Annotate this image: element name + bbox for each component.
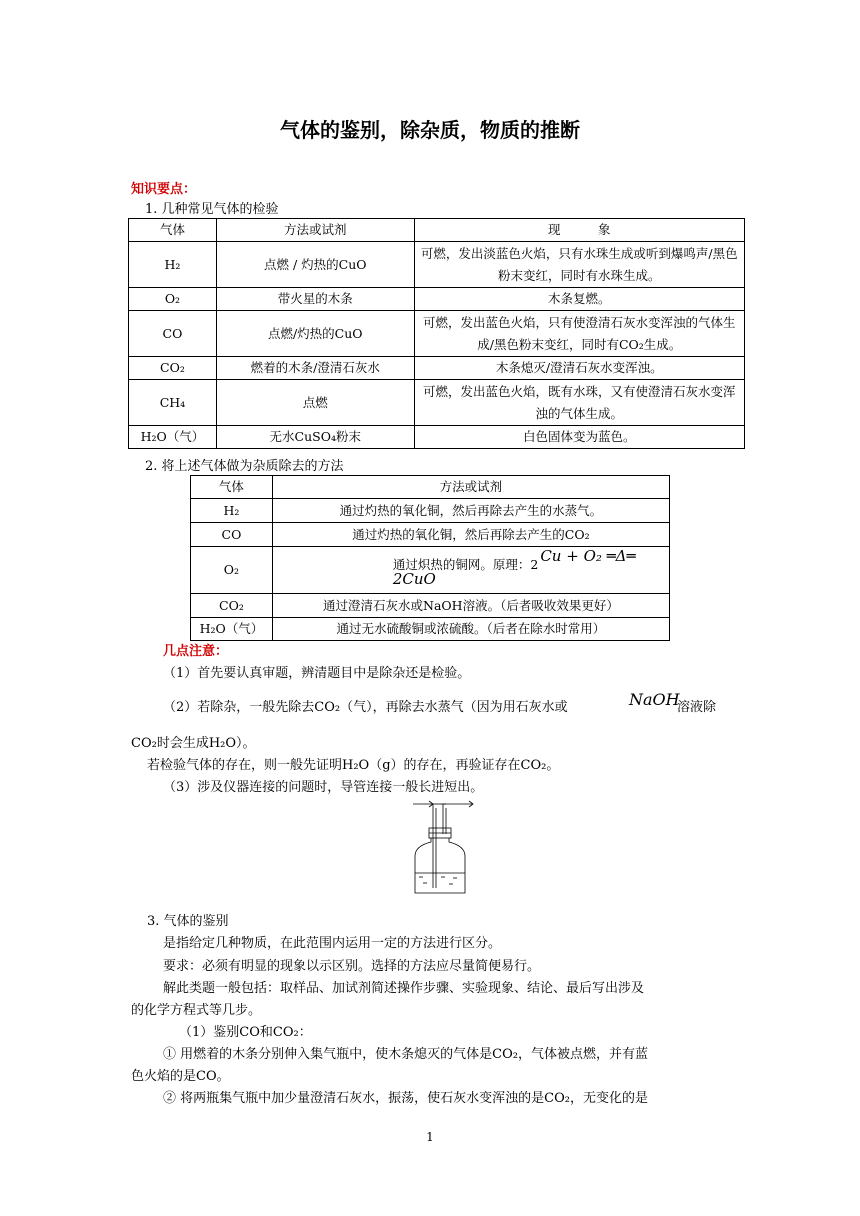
table-row xyxy=(191,499,670,523)
phenomenon-cell: 木条熄灭/澄清石灰水变浑浊。 xyxy=(414,357,744,380)
section2-heading: 2. 将上述气体做为杂质除去的方法 xyxy=(145,459,344,474)
gas-cell: CO xyxy=(129,311,217,357)
table-row xyxy=(129,380,745,426)
header-method: 方法或试剂 xyxy=(216,219,414,242)
method-text: 通过炽热的铜网。原理：2 xyxy=(392,557,539,572)
table-header-row xyxy=(129,219,745,242)
header-gas: 气体 xyxy=(191,476,273,499)
method-cell: 无水CuSO₄粉末 xyxy=(216,426,414,449)
gas-cell: CO₂ xyxy=(191,594,273,618)
gas-cell: O₂ xyxy=(129,288,217,311)
note-2-continued: CO₂时会生成H₂O）。 xyxy=(131,736,256,751)
table-header-row xyxy=(191,476,670,499)
notes-heading: 几点注意： xyxy=(163,644,229,659)
note-3: （3）涉及仪器连接的问题时，导管连接一般长进短出。 xyxy=(163,780,484,795)
gas-cell: H₂O（气） xyxy=(129,426,217,449)
method-cell: 点燃 xyxy=(216,380,414,426)
section3-heading: 3. 气体的鉴别 xyxy=(147,914,229,929)
note-2-tail: 溶液除 xyxy=(677,700,717,715)
table-row xyxy=(129,288,745,311)
note-1: （1）首先要认真审题，辨清题目中是除杂还是检验。 xyxy=(163,666,471,681)
section3-line: 解此类题一般包括：取样品、加试剂简述操作步骤、实验现象、结论、最后写出涉及 xyxy=(163,981,645,996)
phenomenon-cell: 可燃，发出蓝色火焰，既有水珠，又有使澄清石灰水变浑浊的气体生成。 xyxy=(414,380,744,426)
phenomenon-cell: 白色固体变为蓝色。 xyxy=(414,426,744,449)
section3-line: 的化学方程式等几步。 xyxy=(131,1003,262,1018)
gas-cell: H₂ xyxy=(129,242,217,288)
impurity-removal-table xyxy=(190,475,670,641)
header-gas: 气体 xyxy=(129,219,217,242)
method-cell: 通过灼热的氧化铜，然后再除去产生的CO₂ xyxy=(272,523,669,547)
note-2: （2）若除杂，一般先除去CO₂（气），再除去水蒸气（因为用石灰水或 xyxy=(163,700,568,715)
naoh-formula: NaOH xyxy=(629,690,680,709)
header-phenomenon: 现 象 xyxy=(414,219,744,242)
section3-line: （1）鉴别CO和CO₂： xyxy=(179,1025,312,1040)
table-row xyxy=(191,547,670,594)
phenomenon-cell: 木条复燃。 xyxy=(414,288,744,311)
phenomenon-cell: 可燃，发出淡蓝色火焰，只有水珠生成或听到爆鸣声/黑色粉末变红，同时有水珠生成。 xyxy=(414,242,744,288)
gas-washing-bottle-diagram xyxy=(405,798,475,896)
table-row xyxy=(129,426,745,449)
page-title: 气体的鉴别，除杂质，物质的推断 xyxy=(280,118,580,142)
table-row xyxy=(129,311,745,357)
method-cell: 通过澄清石灰水或NaOH溶液。（后者吸收效果更好） xyxy=(272,594,669,618)
method-cell: 点燃/灼热的CuO xyxy=(216,311,414,357)
section3-line: ① 用燃着的木条分别伸入集气瓶中，使木条熄灭的气体是CO₂，气体被点燃，并有蓝 xyxy=(163,1047,648,1062)
table-row xyxy=(191,618,670,641)
gas-cell: H₂O（气） xyxy=(191,618,273,641)
page-number: 1 xyxy=(426,1130,434,1144)
section1-heading: 1. 几种常见气体的检验 xyxy=(145,202,279,217)
method-cell xyxy=(272,547,669,594)
gas-cell: CO xyxy=(191,523,273,547)
section3-line: 色火焰的是CO。 xyxy=(131,1069,230,1084)
method-cell: 燃着的木条/澄清石灰水 xyxy=(216,357,414,380)
gas-cell: O₂ xyxy=(191,547,273,594)
table-row xyxy=(129,357,745,380)
note-detect: 若检验气体的存在，则一般先证明H₂O（g）的存在，再验证存在CO₂。 xyxy=(147,758,560,773)
method-cell: 带火星的木条 xyxy=(216,288,414,311)
section3-line: 要求：必须有明显的现象以示区别。选择的方法应尽量简便易行。 xyxy=(163,959,541,974)
gas-cell: H₂ xyxy=(191,499,273,523)
table-row xyxy=(191,594,670,618)
knowledge-heading: 知识要点： xyxy=(131,182,197,197)
reaction-formula: Cu + O₂ ═Δ═ 2CuO xyxy=(392,547,636,588)
method-cell: 通过无水硫酸铜或浓硫酸。（后者在除水时常用） xyxy=(272,618,669,641)
table-row xyxy=(129,242,745,288)
table-row xyxy=(191,523,670,547)
gas-cell: CH₄ xyxy=(129,380,217,426)
gas-cell: CO₂ xyxy=(129,357,217,380)
section3-line: ② 将两瓶集气瓶中加少量澄清石灰水，振荡，使石灰水变浑浊的是CO₂，无变化的是 xyxy=(163,1091,648,1106)
method-cell: 点燃 / 灼热的CuO xyxy=(216,242,414,288)
gas-test-table xyxy=(128,218,745,449)
header-method: 方法或试剂 xyxy=(272,476,669,499)
method-cell: 通过灼热的氧化铜，然后再除去产生的水蒸气。 xyxy=(272,499,669,523)
phenomenon-cell: 可燃，发出蓝色火焰，只有使澄清石灰水变浑浊的气体生成/黑色粉末变红，同时有CO₂生成。 xyxy=(414,311,744,357)
section3-line: 是指给定几种物质，在此范围内运用一定的方法进行区分。 xyxy=(163,936,502,951)
